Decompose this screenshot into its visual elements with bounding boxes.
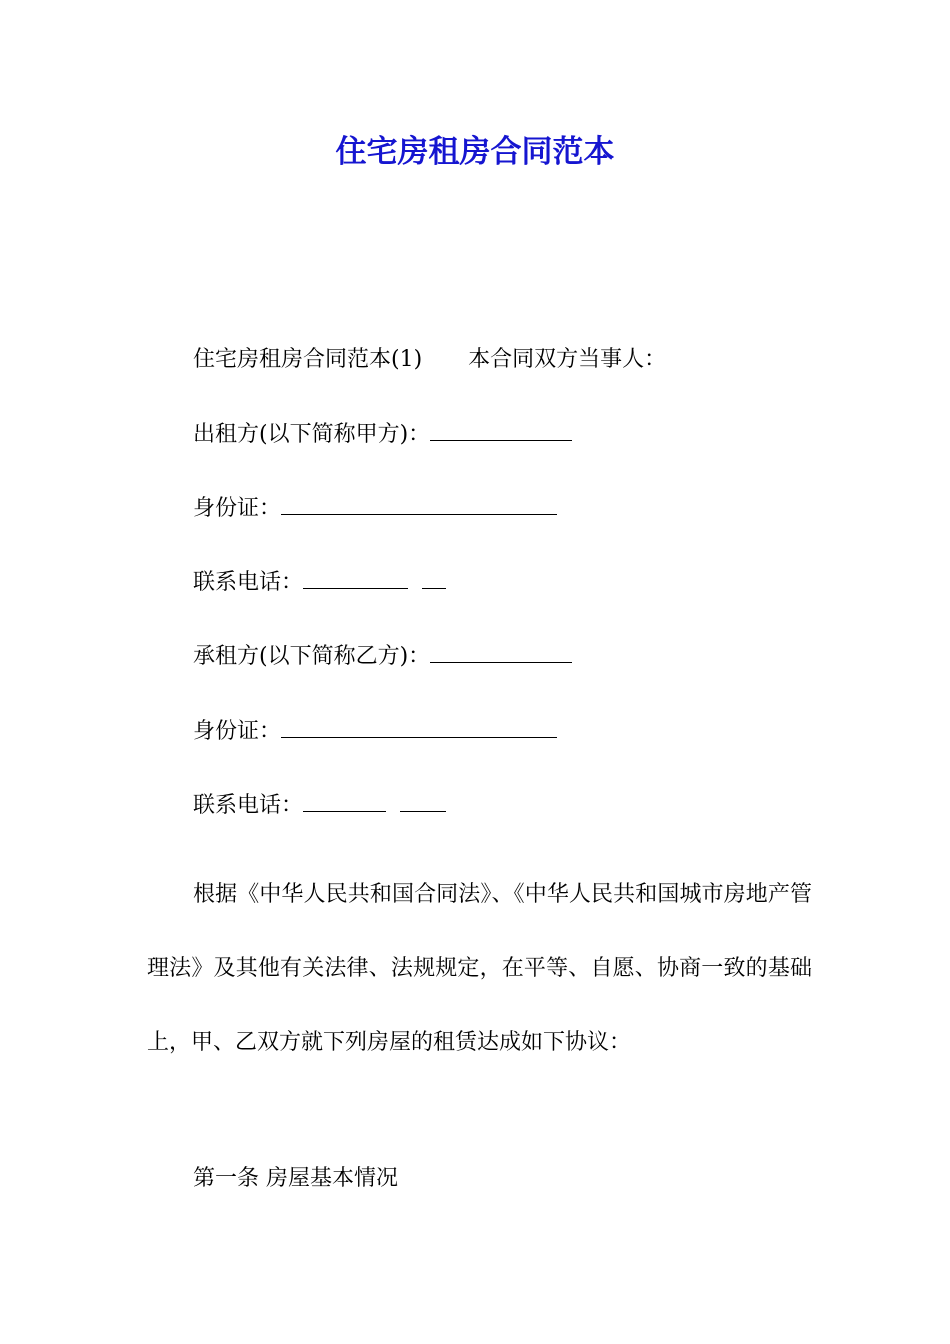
lessor-id-blank bbox=[281, 494, 557, 515]
lessee-id-line bbox=[193, 712, 557, 752]
lessee-name-blank bbox=[430, 642, 572, 663]
lessee-id-blank bbox=[281, 717, 557, 738]
lessee-phone-line bbox=[193, 786, 446, 826]
basis-paragraph: 根据《中华人民共和国合同法》、《中华人民共和国城市房地产管理法》及其他有关法律、法规规定，在平等、自愿、协商一致的基础上，甲、乙双方就下列房屋的租赁达成如下协议： bbox=[147, 882, 812, 1055]
lessee-phone-blank bbox=[303, 791, 386, 812]
lessor-id-label: 身份证： bbox=[193, 496, 282, 521]
lessee-phone-label: 联系电话： bbox=[193, 793, 304, 818]
document-title: 住宅房租房合同范本 bbox=[335, 134, 615, 170]
lessor-id-line bbox=[193, 489, 557, 529]
lessor-name-blank bbox=[430, 420, 572, 441]
lessor-line bbox=[193, 415, 572, 455]
lessee-label: 承租方(以下简称乙方)： bbox=[193, 644, 431, 669]
lessor-label: 出租方(以下简称甲方)： bbox=[193, 422, 431, 447]
article-one-heading: 第一条 房屋基本情况 bbox=[193, 1166, 398, 1191]
intro-right-text: 本合同双方当事人： bbox=[468, 347, 667, 372]
lessor-phone-blank-extra bbox=[422, 568, 446, 589]
lessee-id-label: 身份证： bbox=[193, 719, 282, 744]
lessor-phone-blank bbox=[303, 568, 408, 589]
intro-left-text: 住宅房租房合同范本(1) bbox=[193, 347, 423, 372]
lessor-phone-line bbox=[193, 563, 446, 603]
lessor-phone-label: 联系电话： bbox=[193, 570, 304, 595]
intro-line bbox=[193, 340, 666, 380]
lessee-line bbox=[193, 637, 572, 677]
lessee-phone-blank-extra bbox=[400, 791, 446, 812]
